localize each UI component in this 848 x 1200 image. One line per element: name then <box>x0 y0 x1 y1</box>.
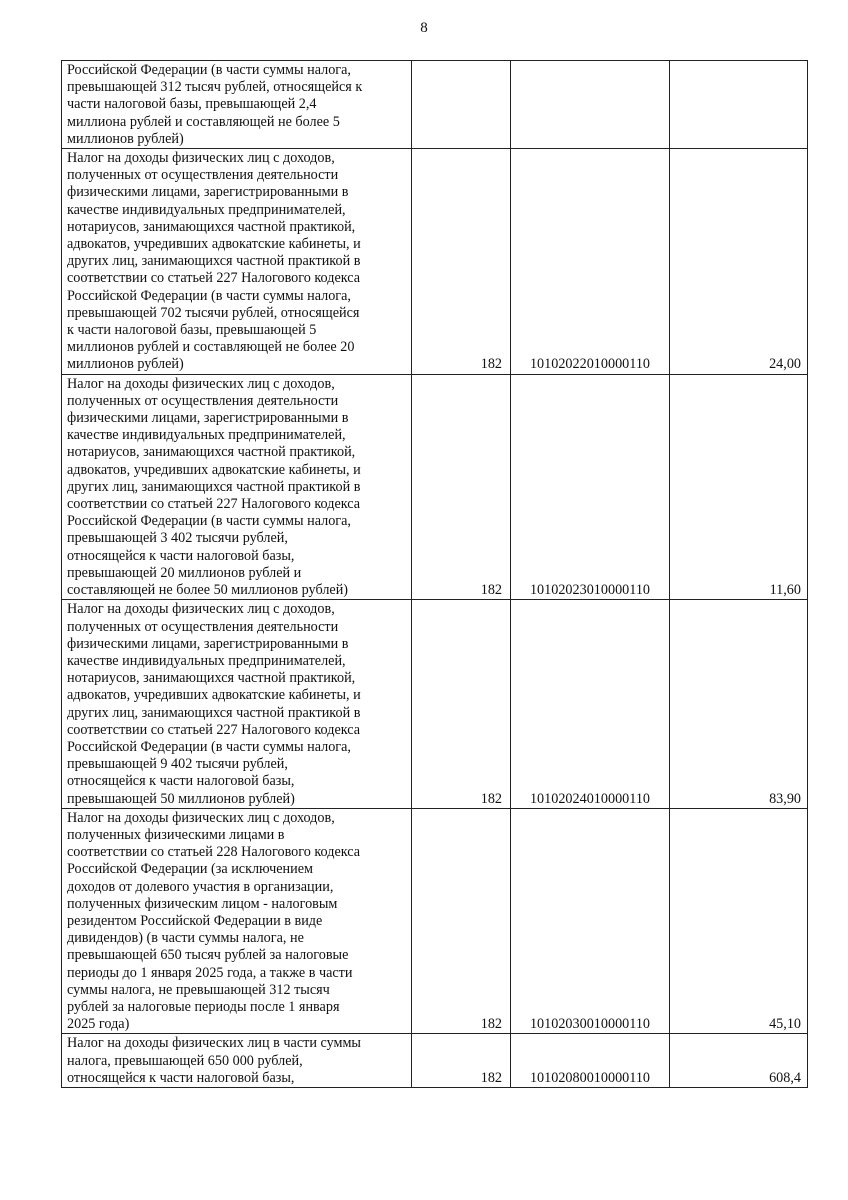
revenue-name: Налог на доходы физических лиц в части суммы налога, превышающей 650 000 рублей, относящейся к части налоговой базы, <box>67 1035 361 1086</box>
revenue-name-cell <box>62 374 412 600</box>
amount-cell: 45,10 <box>670 808 808 1034</box>
page-number: 8 <box>420 20 428 36</box>
admin-code-cell <box>412 61 511 149</box>
budget-classification-code-cell: 10102022010000110 <box>511 149 670 375</box>
amount-cell: 24,00 <box>670 149 808 375</box>
table-row <box>62 600 808 808</box>
table-row <box>62 61 808 149</box>
budget-classification-code-cell: 10102030010000110 <box>511 808 670 1034</box>
admin-code-cell: 182 <box>412 600 511 808</box>
table-row <box>62 149 808 375</box>
table-row <box>62 1034 808 1088</box>
budget-classification-code-cell: 10102024010000110 <box>511 600 670 808</box>
budget-classification-code-cell <box>511 61 670 149</box>
admin-code-cell: 182 <box>412 1034 511 1088</box>
revenue-name-cell <box>62 61 412 149</box>
revenue-name: Налог на доходы физических лиц с доходов, полученных от осуществления деятельности физическими лицами, зарегистрированными в качестве индивидуальных предпринимателей, нотариусов, занимающихся частной практикой, адвокатов, учредивших адвокатские кабинеты, и других лиц, занимающихся частной практикой в соответствии со статьей 227 Налогового кодекса Российской Федерации (в части суммы налога, превышающей 702 тысячи рублей, относящейся к части налоговой базы, превышающей 5 миллионов рублей и составляющей не более 20 миллионов рублей) <box>67 150 361 373</box>
table-row <box>62 374 808 600</box>
revenue-name-cell <box>62 600 412 808</box>
revenue-name-cell <box>62 808 412 1034</box>
amount-cell <box>670 61 808 149</box>
amount-cell: 11,60 <box>670 374 808 600</box>
admin-code-cell: 182 <box>412 374 511 600</box>
amount-cell: 83,90 <box>670 600 808 808</box>
revenue-name: Налог на доходы физических лиц с доходов, полученных физическими лицами в соответствии со статьей 228 Налогового кодекса Российской Федерации (за исключением доходов от долевого участия в организации, полученных физическим лицом - налоговым резидентом Российской Федерации в виде дивидендов) (в части суммы налога, не превышающей 650 тысяч рублей за налоговые периоды до 1 января 2025 года, а также в части суммы налога, не превышающей 312 тысяч рублей за налоговые периоды после 1 января 2025 года) <box>67 809 361 1033</box>
revenue-name: Налог на доходы физических лиц с доходов, полученных от осуществления деятельности физическими лицами, зарегистрированными в качестве индивидуальных предпринимателей, нотариусов, занимающихся частной практикой, адвокатов, учредивших адвокатские кабинеты, и других лиц, занимающихся частной практикой в соответствии со статьей 227 Налогового кодекса Российской Федерации (в части суммы налога, превышающей 3 402 тысячи рублей, относящейся к части налоговой базы, превышающей 20 миллионов рублей и составляющей не более 50 миллионов рублей) <box>67 375 361 599</box>
revenue-name: Российской Федерации (в части суммы налога, превышающей 312 тысяч рублей, относящейся к части налоговой базы, превышающей 2,4 миллиона рублей и составляющей не более 5 миллионов рублей) <box>67 62 363 147</box>
budget-classification-code-cell: 10102080010000110 <box>511 1034 670 1088</box>
table-row <box>62 808 808 1034</box>
budget-classification-code-cell: 10102023010000110 <box>511 374 670 600</box>
revenue-name-cell <box>62 1034 412 1088</box>
admin-code-cell: 182 <box>412 149 511 375</box>
amount-cell: 608,4 <box>670 1034 808 1088</box>
revenue-name-cell <box>62 149 412 375</box>
revenue-table <box>61 60 808 1088</box>
revenue-name: Налог на доходы физических лиц с доходов, полученных от осуществления деятельности физическими лицами, зарегистрированными в качестве индивидуальных предпринимателей, нотариусов, занимающихся частной практикой, адвокатов, учредивших адвокатские кабинеты, и других лиц, занимающихся частной практикой в соответствии со статьей 227 Налогового кодекса Российской Федерации (в части суммы налога, превышающей 9 402 тысячи рублей, относящейся к части налоговой базы, превышающей 50 миллионов рублей) <box>67 601 361 807</box>
admin-code-cell: 182 <box>412 808 511 1034</box>
